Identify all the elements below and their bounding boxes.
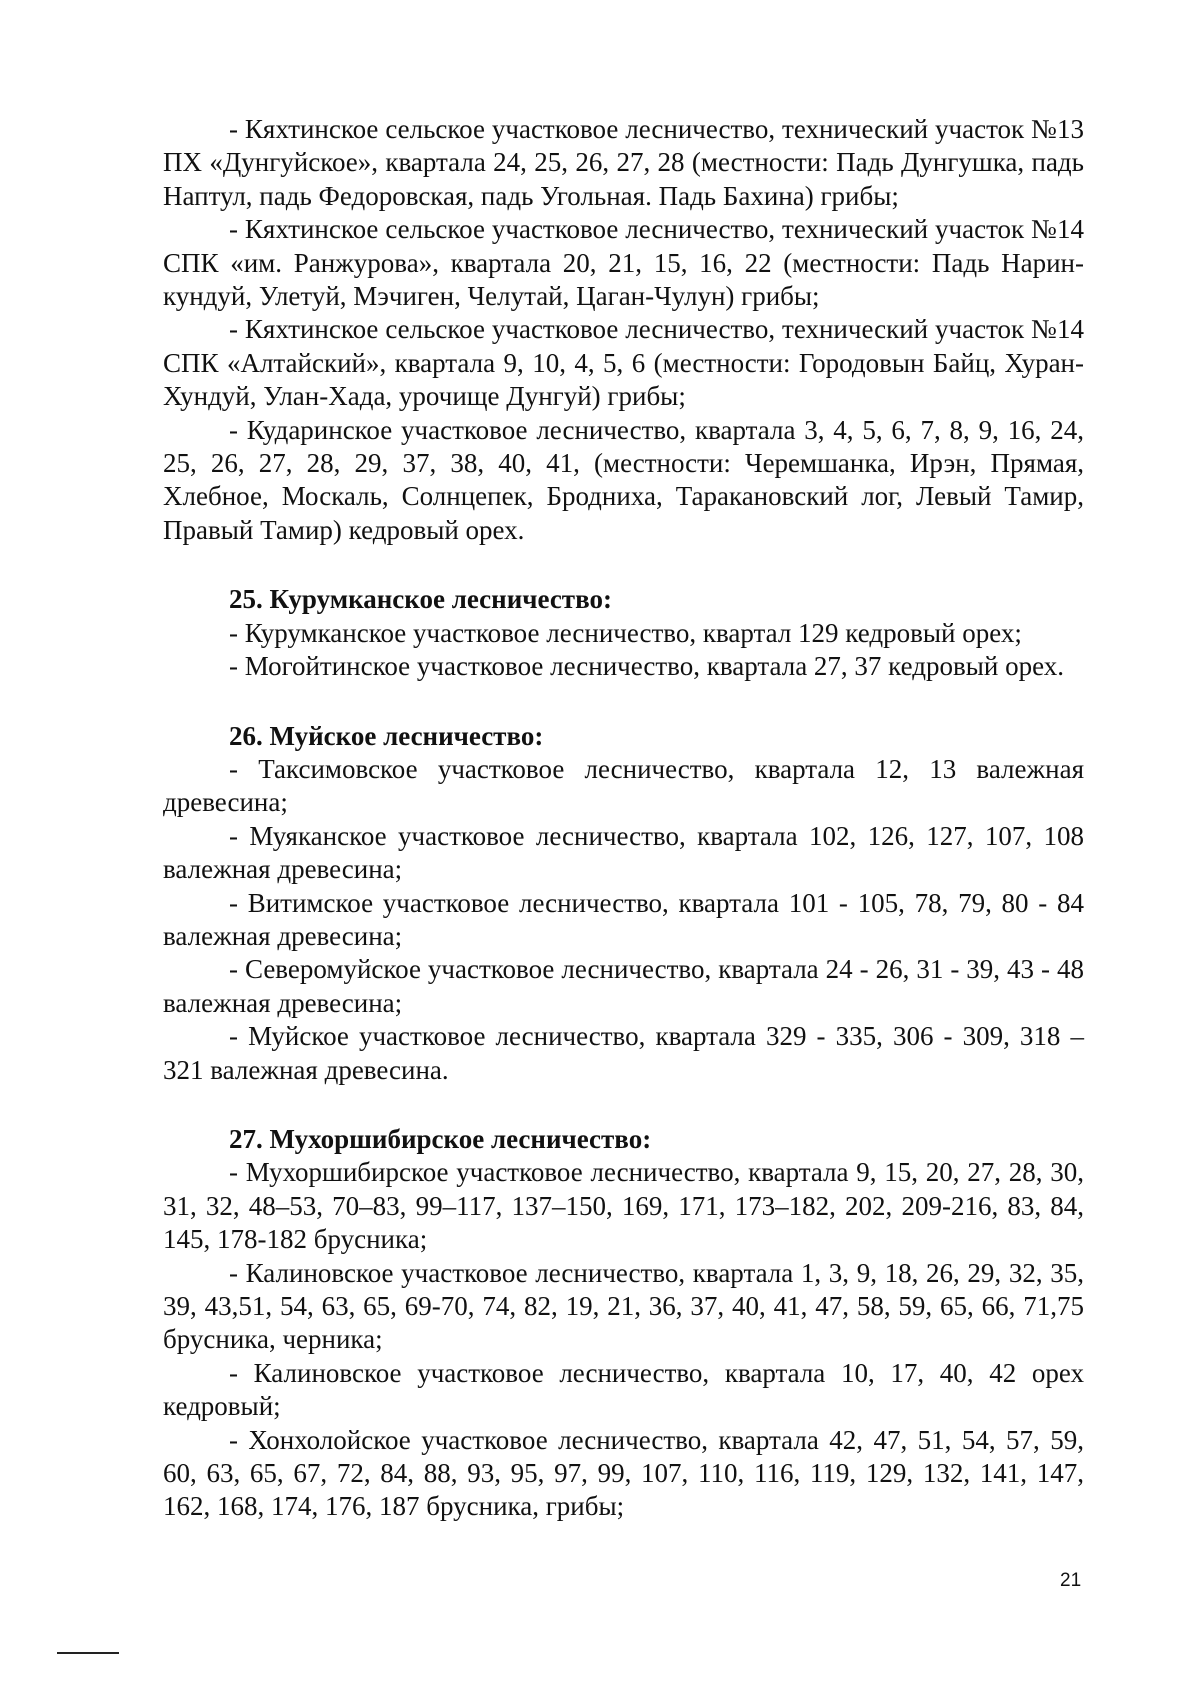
section-gap [163,684,1084,720]
list-item-paragraph: - Кяхтинское сельское участковое лесничество, технический участок №13 ПХ «Дунгуйское», квартала 24, 25, 26, 27, 28 (местности: Падь Дунгушка, падь Наптул, падь Федоровская, падь Угольная. Падь Бахина) грибы; [163,114,1084,211]
document-body [163,113,1084,1524]
section-heading: 27. Мухоршибирское лесничество: [229,1123,652,1154]
list-item-paragraph: - Кяхтинское сельское участковое лесничество, технический участок №14 СПК «Алтайский», квартала 9, 10, 4, 5, 6 (местности: Городовын Байц, Хуран-Хундуй, Улан-Хада, урочище Дунгуй) грибы; [163,314,1084,412]
section-heading: 25. Курумканское лесничество: [229,584,612,615]
list-item-paragraph: - Кяхтинское сельское участковое лесничество, технический участок №14 СПК «им. Ранжурова», квартала 20, 21, 15, 16, 22 (местности: Падь Нарин-кундуй, Улетуй, Мэчиген, Челутай, Цаган-Чулун) грибы; [163,214,1084,312]
page-number: 21 [1060,1570,1082,1591]
footer-rule [57,1652,119,1654]
list-item-paragraph: - Мухоршибирское участковое лесничество, квартала 9, 15, 20, 27, 28, 30, 31, 32, 48–53, 70–83, 99–117, 137–150, 169, 171, 173–182, 202, 209-216, 83, 84, 145, 178-182 брусника; [163,1157,1084,1255]
list-item-paragraph: - Могойтинское участковое лесничество, квартала 27, 37 кедровый орех. [229,651,1064,682]
list-item-paragraph: - Муяканское участковое лесничество, квартала 102, 126, 127, 107, 108 валежная древесина; [163,820,1084,885]
list-item-paragraph: - Калиновское участковое лесничество, квартала 1, 3, 9, 18, 26, 29, 32, 35, 39, 43,51, 54, 63, 65, 69-70, 74, 82, 19, 21, 36, 37, 40, 41, 47, 58, 59, 65, 66, 71,75 брусника, черника; [163,1257,1084,1355]
list-item-paragraph: - Витимское участковое лесничество, квартала 101 - 105, 78, 79, 80 - 84 валежная древесина; [163,887,1084,951]
list-item-paragraph: - Калиновское участковое лесничество, квартала 10, 17, 40, 42 орех кедровый; [163,1357,1084,1422]
list-item-paragraph: - Северомуйское участковое лесничество, квартала 24 - 26, 31 - 39, 43 - 48 валежная древесина; [163,954,1084,1018]
list-item-paragraph: - Хонхолойское участковое лесничество, квартала 42, 47, 51, 54, 57, 59, 60, 63, 65, 67, 72, 84, 88, 93, 95, 97, 99, 107, 110, 116, 119, 129, 132, 141, 147, 162, 168, 174, 176, 187 брусника, грибы; [163,1424,1084,1522]
section-gap [163,547,1084,583]
list-item-paragraph: - Курумканское участковое лесничество, квартал 129 кедровый орех; [229,617,1022,648]
list-item-paragraph: - Кударинское участковое лесничество, квартала 3, 4, 5, 6, 7, 8, 9, 16, 24, 25, 26, 27, 28, 29, 37, 38, 40, 41, (местности: Черемшанка, Ирэн, Прямая, Хлебное, Москаль, Солнцепек, Бродниха, Таракановский лог, Левый Тамир, Правый Тамир) кедровый орех. [163,414,1084,545]
list-item-paragraph: - Таксимовское участковое лесничество, квартала 12, 13 валежная древесина; [163,753,1084,818]
list-item-paragraph: - Муйское участковое лесничество, квартала 329 - 335, 306 - 309, 318 – 321 валежная древесина. [163,1021,1084,1085]
section-heading: 26. Муйское лесничество: [229,720,544,751]
section-gap [163,1087,1084,1123]
